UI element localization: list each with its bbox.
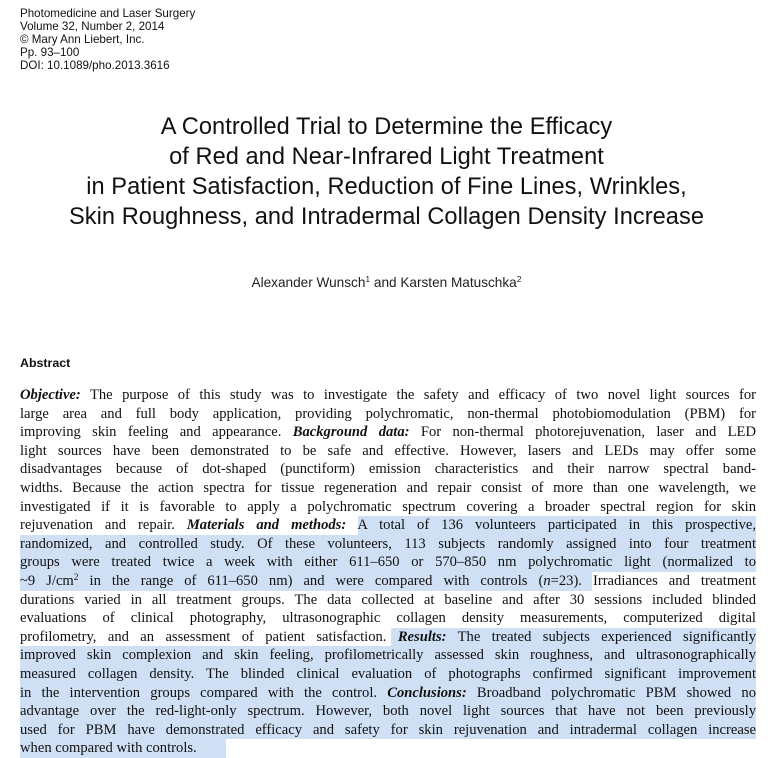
- abstract-line: [20, 516, 756, 535]
- abstract-line: [20, 721, 756, 740]
- journal-pages: Pp. 93–100: [20, 46, 80, 60]
- abstract-text: light sources have been demonstrated to be safe and effective. However, lasers and LEDs may offer some: [20, 442, 756, 459]
- abstract-text: advantage over the red-light-only spectrum. However, both novel light sources that have not been previously: [20, 703, 756, 720]
- abstract-text: improved skin complexion and skin feeling, profilometrically assessed skin roughness, and ultrasonographically: [20, 647, 756, 664]
- journal-name: Photomedicine and Laser Surgery: [20, 7, 196, 20]
- abstract-text: measured collagen density. The blinded clinical evaluation of photographs confirmed significant improvement: [20, 665, 756, 682]
- abstract-text: used for PBM have demonstrated efficacy and safety for skin rejuvenation and intradermal collagen increase: [20, 721, 756, 738]
- abstract-line: [20, 386, 756, 405]
- author-name: Karsten Matuschka: [400, 275, 517, 290]
- abstract-text: in the range of 611–650 nm) and were compared with controls (: [78, 572, 544, 589]
- abstract-text: Broadband polychromatic PBM showed no: [466, 684, 756, 701]
- abstract-line: [20, 442, 756, 461]
- abstract-text: when compared with controls.: [20, 740, 197, 757]
- title-line: of Red and Near-Infrared Light Treatment: [169, 144, 604, 170]
- abstract-text: For non-thermal photorejuvenation, laser and LED: [409, 424, 757, 441]
- abstract-line: [20, 460, 756, 479]
- superscript: 2: [73, 572, 79, 583]
- abstract-text: ~9 J/cm: [20, 572, 74, 589]
- conclusions-label: Conclusions:: [387, 684, 467, 701]
- abstract-line: [20, 535, 756, 554]
- abstract-line: [20, 665, 756, 684]
- abstract-text: randomized, and controlled study. Of these volunteers, 113 subjects randomly assigned into four treatment: [20, 535, 756, 552]
- title-line: A Controlled Trial to Determine the Efficacy: [160, 114, 613, 140]
- abstract-text: investigated if it is favorable to apply a polychromatic spectrum covering a broader spectral region for skin: [20, 498, 756, 515]
- paper-title: [0, 112, 773, 232]
- title-line: in Patient Satisfaction, Reduction of Fine Lines, Wrinkles,: [86, 174, 687, 200]
- author-list: [0, 274, 773, 292]
- abstract-text: in the intervention groups compared with the control.: [20, 684, 388, 701]
- abstract-line: [20, 498, 756, 517]
- abstract-text: The treated subjects experienced significantly: [446, 628, 756, 645]
- abstract-body: [20, 386, 756, 758]
- author-name: Alexander Wunsch: [251, 275, 366, 290]
- abstract-text: groups were treated twice a week with either 611–650 or 570–850 nm polychromatic light (normalized to: [20, 554, 756, 571]
- author-connector: and: [370, 275, 401, 290]
- abstract-line: [20, 702, 756, 721]
- abstract-line: [20, 405, 756, 424]
- abstract-text: The purpose of this study was to investigate the safety and efficacy of two novel light sources for: [80, 387, 756, 403]
- italic-n: n: [543, 572, 551, 589]
- abstract-line: [20, 591, 756, 610]
- journal-copyright: © Mary Ann Liebert, Inc.: [20, 33, 145, 47]
- abstract-text: evaluations of clinical photography, ultrasonographic collagen density measurements, computerized digital: [20, 610, 756, 627]
- abstract-text: durations varied in all treatment groups. The data collected at baseline and after 30 sessions included blinded: [20, 591, 756, 608]
- title-line: Skin Roughness, and Intradermal Collagen Density Increase: [69, 204, 704, 230]
- abstract-text: large area and full body application, providing polychromatic, non-thermal photobiomodulation (PBM) for: [20, 405, 756, 422]
- abstract-text: rejuvenation and repair.: [20, 517, 187, 534]
- abstract-text: improving skin feeling and appearance.: [20, 424, 293, 441]
- abstract-line: [20, 423, 756, 442]
- background-label: Background data:: [292, 424, 410, 441]
- abstract-text: disadvantages because of dot-shaped (punctiform) emission characteristics and their narrow spectral band-: [20, 461, 756, 478]
- journal-meta: [20, 7, 195, 72]
- abstract-heading: Abstract: [20, 356, 71, 370]
- affiliation-marker: 2: [516, 274, 522, 284]
- abstract-line: [20, 553, 756, 572]
- abstract-line: [20, 646, 756, 665]
- abstract-text: A total of 136 volunteers participated in this prospective,: [346, 517, 756, 534]
- methods-label: Materials and methods:: [186, 517, 347, 534]
- abstract-line: [20, 628, 756, 647]
- abstract-line: [20, 609, 756, 628]
- abstract-line: [20, 572, 756, 591]
- abstract-line: [20, 684, 756, 703]
- abstract-text: profilometry, and an assessment of patient satisfaction.: [20, 628, 398, 645]
- results-label: Results:: [397, 628, 447, 645]
- journal-volume: Volume 32, Number 2, 2014: [20, 20, 165, 34]
- abstract-line: [20, 739, 756, 758]
- objective-label: Objective:: [20, 387, 81, 403]
- abstract-text: widths. Because the action spectra for tissue regeneration and repair consist of more than one wavelength, we: [20, 479, 756, 496]
- journal-doi: DOI: 10.1089/pho.2013.3616: [20, 59, 170, 73]
- affiliation-marker: 1: [365, 274, 371, 284]
- abstract-line: [20, 479, 756, 498]
- abstract-text: =23). Irradiances and treatment: [550, 572, 757, 589]
